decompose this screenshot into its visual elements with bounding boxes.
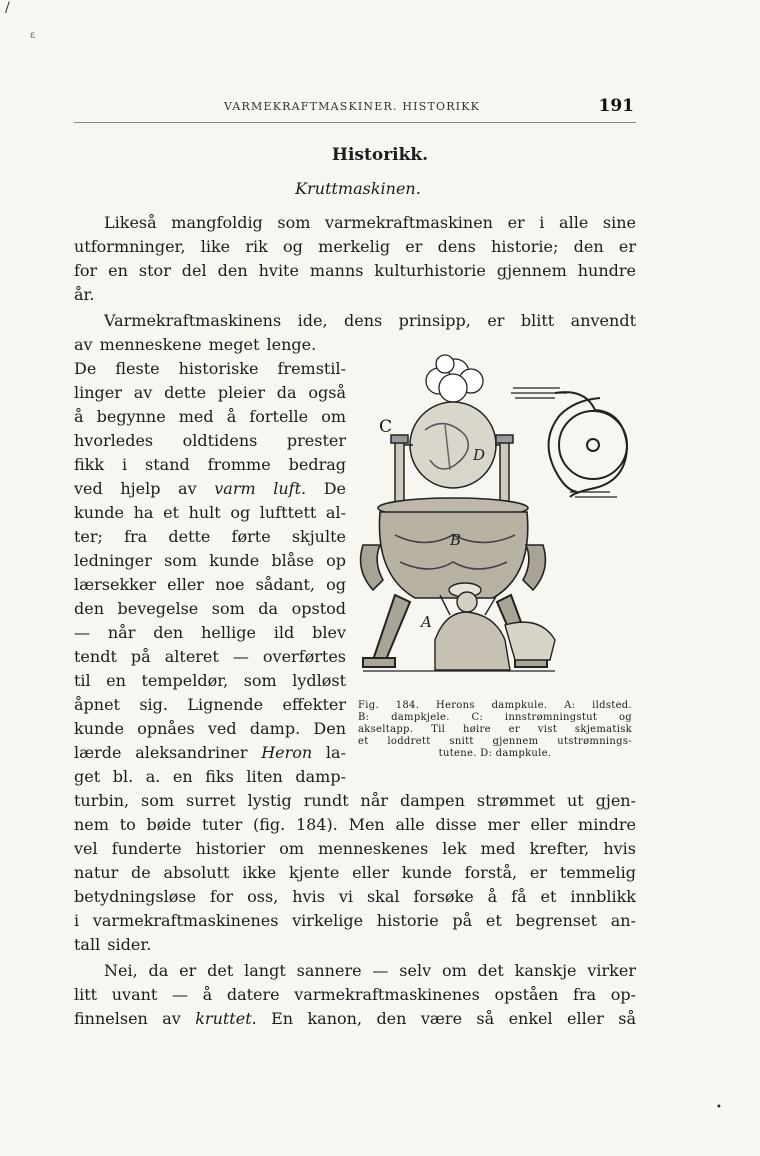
label-c: C <box>379 417 393 437</box>
section-title: Historikk. <box>331 145 429 165</box>
caption-line: akseltapp. Til høire er vist skjematisk <box>358 724 632 735</box>
emphasis: Heron <box>261 743 313 762</box>
text-line: år. <box>74 285 95 304</box>
text-line: natur de absolutt ikke kjente eller kunde forstå, er temmelig <box>74 863 636 882</box>
nozzle-cross-section <box>549 392 627 497</box>
text-line: den bevegelse som da opstod <box>74 599 346 618</box>
steam-jet-lines <box>511 388 617 497</box>
margin-dot: ɛ <box>30 30 36 41</box>
text-line: kunde opnåes ved damp. Den <box>74 719 346 738</box>
text-line: Varmekraftmaskinens ide, dens prinsipp, er blitt anvendt <box>104 311 636 330</box>
text-line: av menneskene meget lenge. <box>74 335 317 354</box>
text-line: Nei, da er det langt sannere — selv om det kanskje virker <box>104 961 636 980</box>
text-line: — når den hellige ild blev <box>74 623 346 642</box>
label-d: D <box>473 446 486 464</box>
emphasis: varm luft. <box>214 479 307 498</box>
text-line: lærde aleksandriner Heron la- <box>74 743 346 762</box>
subsection-title: Kruttmaskinen. <box>295 179 421 198</box>
caption-line: et loddrett snitt gjennem utstrømnings- <box>358 736 632 747</box>
caption-line: Fig. 184. Herons dampkule. A: ildsted. <box>358 700 632 711</box>
text-line: get bl. a. en fiks liten damp- <box>74 767 346 786</box>
text-line: kunde ha et hult og lufttett al- <box>74 503 346 522</box>
bottom-dot: • <box>716 1102 722 1113</box>
text-line: De fleste historiske fremstil- <box>74 359 346 378</box>
caption-line: B: dampkjele. C: innstrømningstut og <box>358 712 632 723</box>
text-line: tall sider. <box>74 935 152 954</box>
page-number: 191 <box>598 96 634 116</box>
text-line: fikk i stand fromme bedrag <box>74 455 346 474</box>
running-title: VARMEKRAFTMASKINER. HISTORIKK <box>224 100 481 113</box>
label-b: B <box>450 531 462 549</box>
label-a: A <box>421 613 432 631</box>
text-line: turbin, som surret lystig rundt når dampen strømmet ut gjen- <box>74 791 636 810</box>
text-line: for en stor del den hvite manns kulturhistorie gjennem hundre <box>74 261 636 280</box>
text-line: utformninger, like rik og merkelig er dens historie; den er <box>74 237 636 256</box>
text-line: i varmekraftmaskinenes virkelige historie på et begrenset an- <box>74 911 636 930</box>
text-line: ledninger som kunde blåse op <box>74 551 346 570</box>
text-line: vel funderte historier om menneskenes lek med krefter, hvis <box>74 839 636 858</box>
text-line: finnelsen av kruttet. En kanon, den være så enkel eller så <box>74 1009 636 1028</box>
text-line: til en tempeldør, som lydløst <box>74 671 346 690</box>
text-line: lærsekker eller noe sådant, og <box>74 575 346 594</box>
caption-line: tutene. D: dampkule. <box>438 748 552 759</box>
steam-cloud <box>426 355 483 402</box>
text-line: hvorledes oldtidens prester <box>74 431 346 450</box>
text-line: åpnet sig. Lignende effekter <box>74 695 346 714</box>
steam-sphere <box>410 402 496 488</box>
text-line: ved hjelp av varm luft. De <box>74 479 346 498</box>
figure-caption <box>358 700 632 760</box>
text-line: tendt på alteret — overførtes <box>74 647 346 666</box>
text-line: litt uvant — å datere varmekraftmaskinenes opståen fra op- <box>74 985 636 1004</box>
text-line: ter; fra dette førte skjulte <box>74 527 346 546</box>
text-line: nem to bøide tuter (fig. 184). Men alle disse mer eller mindre <box>74 815 636 834</box>
text-line: Likeså mangfoldig som varmekraftmaskinen er i alle sine <box>104 213 636 232</box>
running-header <box>74 96 636 123</box>
text-line: linger av dette pleier da også <box>74 383 346 402</box>
emphasis: kruttet. <box>195 1009 257 1028</box>
text-line: betydningsløse for oss, hvis vi skal forsøke å få et innblikk <box>74 887 636 906</box>
text-line: å begynne med å fortelle om <box>74 407 346 426</box>
margin-mark: / <box>5 0 10 16</box>
herons-engine-illustration <box>355 340 637 685</box>
